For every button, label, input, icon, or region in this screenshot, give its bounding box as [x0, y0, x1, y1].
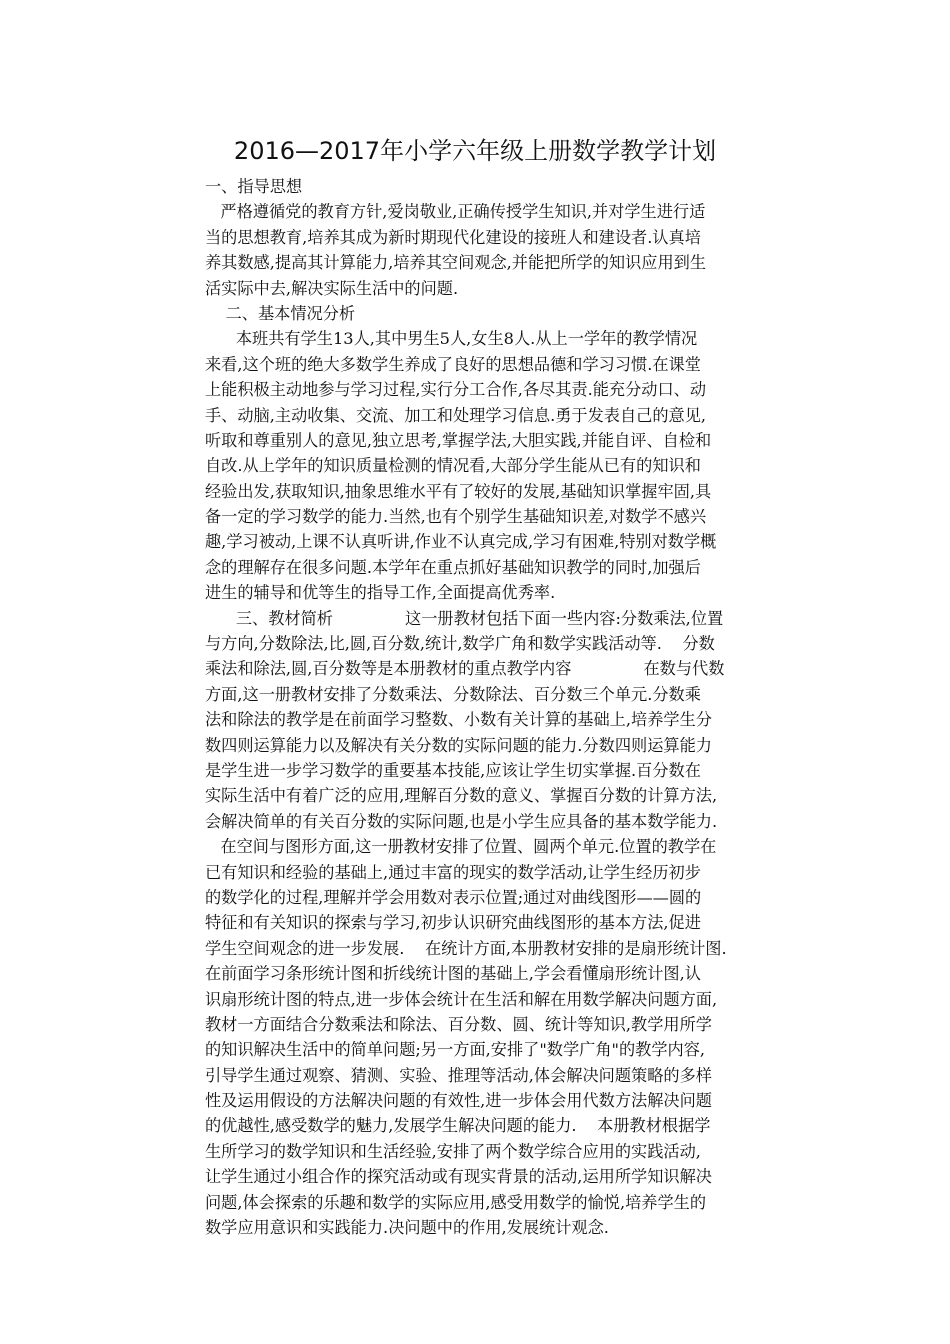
document-body: [205, 174, 805, 1240]
text-line: 严格遵循党的教育方针,爱岗敬业,正确传授学生知识,并对学生进行适: [205, 202, 706, 222]
text-line: 生所学习的数学知识和生活经验,安排了两个数学综合应用的实践活动,: [205, 1141, 701, 1161]
text-line: 的数学化的过程,理解并学会用数对表示位置;通过对曲线图形——圆的: [205, 887, 702, 907]
text-line: 经验出发,获取知识,抽象思维水平有了较好的发展,基础知识掌握牢固,具: [205, 481, 712, 501]
text-line: 念的理解存在很多问题.本学年在重点抓好基础知识教学的同时,加强后: [205, 557, 701, 577]
text-line: 法和除法的教学是在前面学习整数、小数有关计算的基础上,培养学生分: [205, 710, 712, 730]
text-line: 乘法和除法,圆,百分数等是本册教材的重点教学内容 在数与代数: [205, 659, 725, 679]
text-line: 当的思想教育,培养其成为新时期现代化建设的接班人和建设者.认真培: [205, 227, 701, 247]
text-line: 是学生进一步学习数学的重要基本技能,应该让学生切实掌握.百分数在: [205, 760, 701, 780]
text-line: 学生空间观念的进一步发展. 在统计方面,本册教材安排的是扇形统计图.: [205, 938, 727, 958]
text-line: 会解决简单的有关百分数的实际问题,也是小学生应具备的基本数学能力.: [205, 811, 718, 831]
text-line: 的优越性,感受数学的魅力,发展学生解决问题的能力. 本册教材根据学: [205, 1116, 711, 1136]
text-line: 养其数感,提高其计算能力,培养其空间观念,并能把所学的知识应用到生: [205, 253, 707, 273]
text-line: 数学应用意识和实践能力.决问题中的作用,发展统计观念.: [205, 1218, 609, 1238]
text-line: 与方向,分数除法,比,圆,百分数,统计,数学广角和数学实践活动等. 分数: [205, 634, 715, 654]
text-line: 在前面学习条形统计图和折线统计图的基础上,学会看懂扇形统计图,认: [205, 964, 701, 984]
text-line: 三、教材简析 这一册教材包括下面一些内容:分数乘法,位置: [205, 608, 724, 628]
text-line: 一、指导思想: [205, 177, 303, 196]
text-line: 的知识解决生活中的简单问题;另一方面,安排了"数学广角"的教学内容,: [205, 1040, 706, 1060]
text-line: 问题,体会探索的乐趣和数学的实际应用,感受用数学的愉悦,培养学生的: [205, 1192, 707, 1212]
text-line: 性及运用假设的方法解决问题的有效性,进一步体会用代数方法解决问题: [205, 1091, 712, 1111]
text-line: 进生的辅导和优等生的指导工作,全面提高优秀率.: [205, 583, 556, 603]
text-line: 方面,这一册教材安排了分数乘法、分数除法、百分数三个单元.分数乘: [205, 684, 701, 704]
document-title: 2016—2017年小学六年级上册数学教学计划: [233, 137, 717, 165]
text-line: 二、基本情况分析: [205, 303, 356, 323]
text-line: 引导学生通过观察、猜测、实验、推理等活动,体会解决问题策略的多样: [205, 1065, 712, 1085]
text-line: 识扇形统计图的特点,进一步体会统计在生活和解在用数学解决问题方面,: [205, 989, 718, 1009]
text-line: 在空间与图形方面,这一册教材安排了位置、圆两个单元.位置的教学在: [205, 837, 717, 857]
text-line: 上能积极主动地参与学习过程,实行分工合作,各尽其责.能充分动口、动: [205, 380, 707, 400]
text-line: 已有知识和经验的基础上,通过丰富的现实的数学活动,让学生经历初步: [205, 862, 701, 882]
text-line: 听取和尊重别人的意见,独立思考,掌握学法,大胆实践,并能自评、自检和: [205, 430, 712, 450]
text-line: 备一定的学习数学的能力.当然,也有个别学生基础知识差,对数学不感兴: [205, 507, 707, 527]
text-line: 特征和有关知识的探索与学习,初步认识研究曲线图形的基本方法,促进: [205, 913, 701, 933]
text-line: 数四则运算能力以及解决有关分数的实际问题的能力.分数四则运算能力: [205, 735, 712, 755]
text-line: 趣,学习被动,上课不认真听讲,作业不认真完成,学习有困难,特别对数学概: [205, 532, 717, 552]
text-line: 教材一方面结合分数乘法和除法、百分数、圆、统计等知识,教学用所学: [205, 1014, 712, 1034]
text-line: 活实际中去,解决实际生活中的问题.: [205, 278, 459, 298]
text-line: 本班共有学生13人,其中男生5人,女生8人.从上一学年的教学情况: [205, 329, 698, 349]
text-line: 自改.从上学年的知识质量检测的情况看,大部分学生能从已有的知识和: [205, 456, 701, 476]
text-line: 让学生通过小组合作的探究活动或有现实背景的活动,运用所学知识解决: [205, 1167, 712, 1187]
text-line: 来看,这个班的绝大多数学生养成了良好的思想品德和学习习惯.在课堂: [205, 354, 701, 374]
text-line: 手、动脑,主动收集、交流、加工和处理学习信息.勇于发表自己的意见,: [205, 405, 707, 425]
text-line: 实际生活中有着广泛的应用,理解百分数的意义、掌握百分数的计算方法,: [205, 786, 718, 806]
